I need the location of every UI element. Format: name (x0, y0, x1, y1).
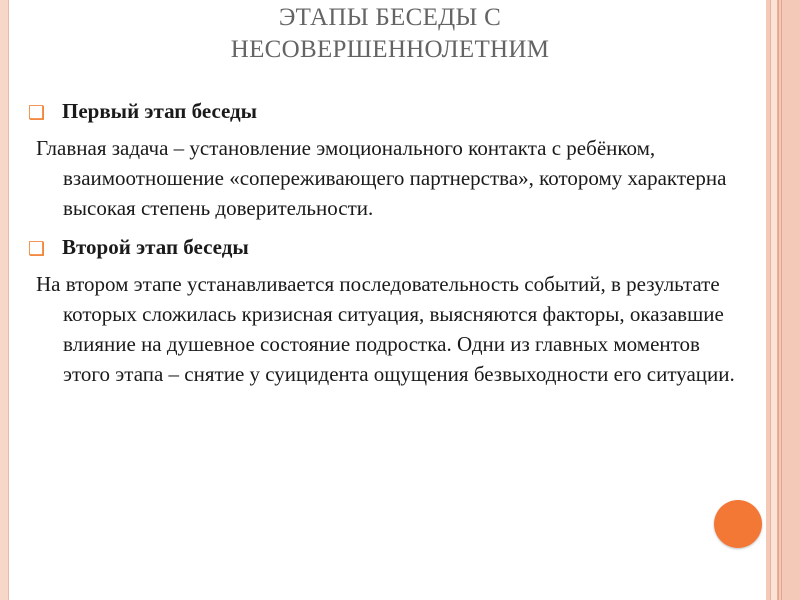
slide-title-line-1: ЭТАПЫ БЕСЕДЫ С (278, 4, 502, 31)
slide-title (140, 2, 640, 66)
section-heading-text: Второй этап беседы (62, 235, 249, 259)
section-heading-first-stage (28, 96, 751, 126)
section-heading-text: Первый этап беседы (62, 99, 258, 123)
right-border-line (778, 0, 779, 600)
square-bullet-icon: ❑ (28, 103, 46, 124)
section-paragraph-first-stage: Главная задача – установление эмоционального контакта с ребёнком, взаимоотношение «сопереживающего партнерства», которому характерна высокая степень доверительности. (36, 136, 727, 220)
square-bullet-icon: ❑ (28, 239, 46, 260)
slide-title-line-2: НЕСОВЕРШЕННОЛЕТНИМ (230, 36, 550, 63)
slide-content (28, 96, 751, 398)
right-border-inner-decoration (770, 0, 778, 600)
orange-circle-decoration (714, 500, 762, 548)
section-paragraph-second-stage: На втором этапе устанавливается последовательность событий, в результате которых сложилась кризисная ситуация, выясняются факторы, оказавшие влияние на душевное состояние подростка. Одни из главных моментов этого этапа – снятие у суицидента ощущения безвыходности его ситуации. (36, 272, 735, 386)
right-border-line (781, 0, 782, 600)
section-heading-second-stage (28, 232, 751, 262)
left-border-decoration (0, 0, 9, 600)
